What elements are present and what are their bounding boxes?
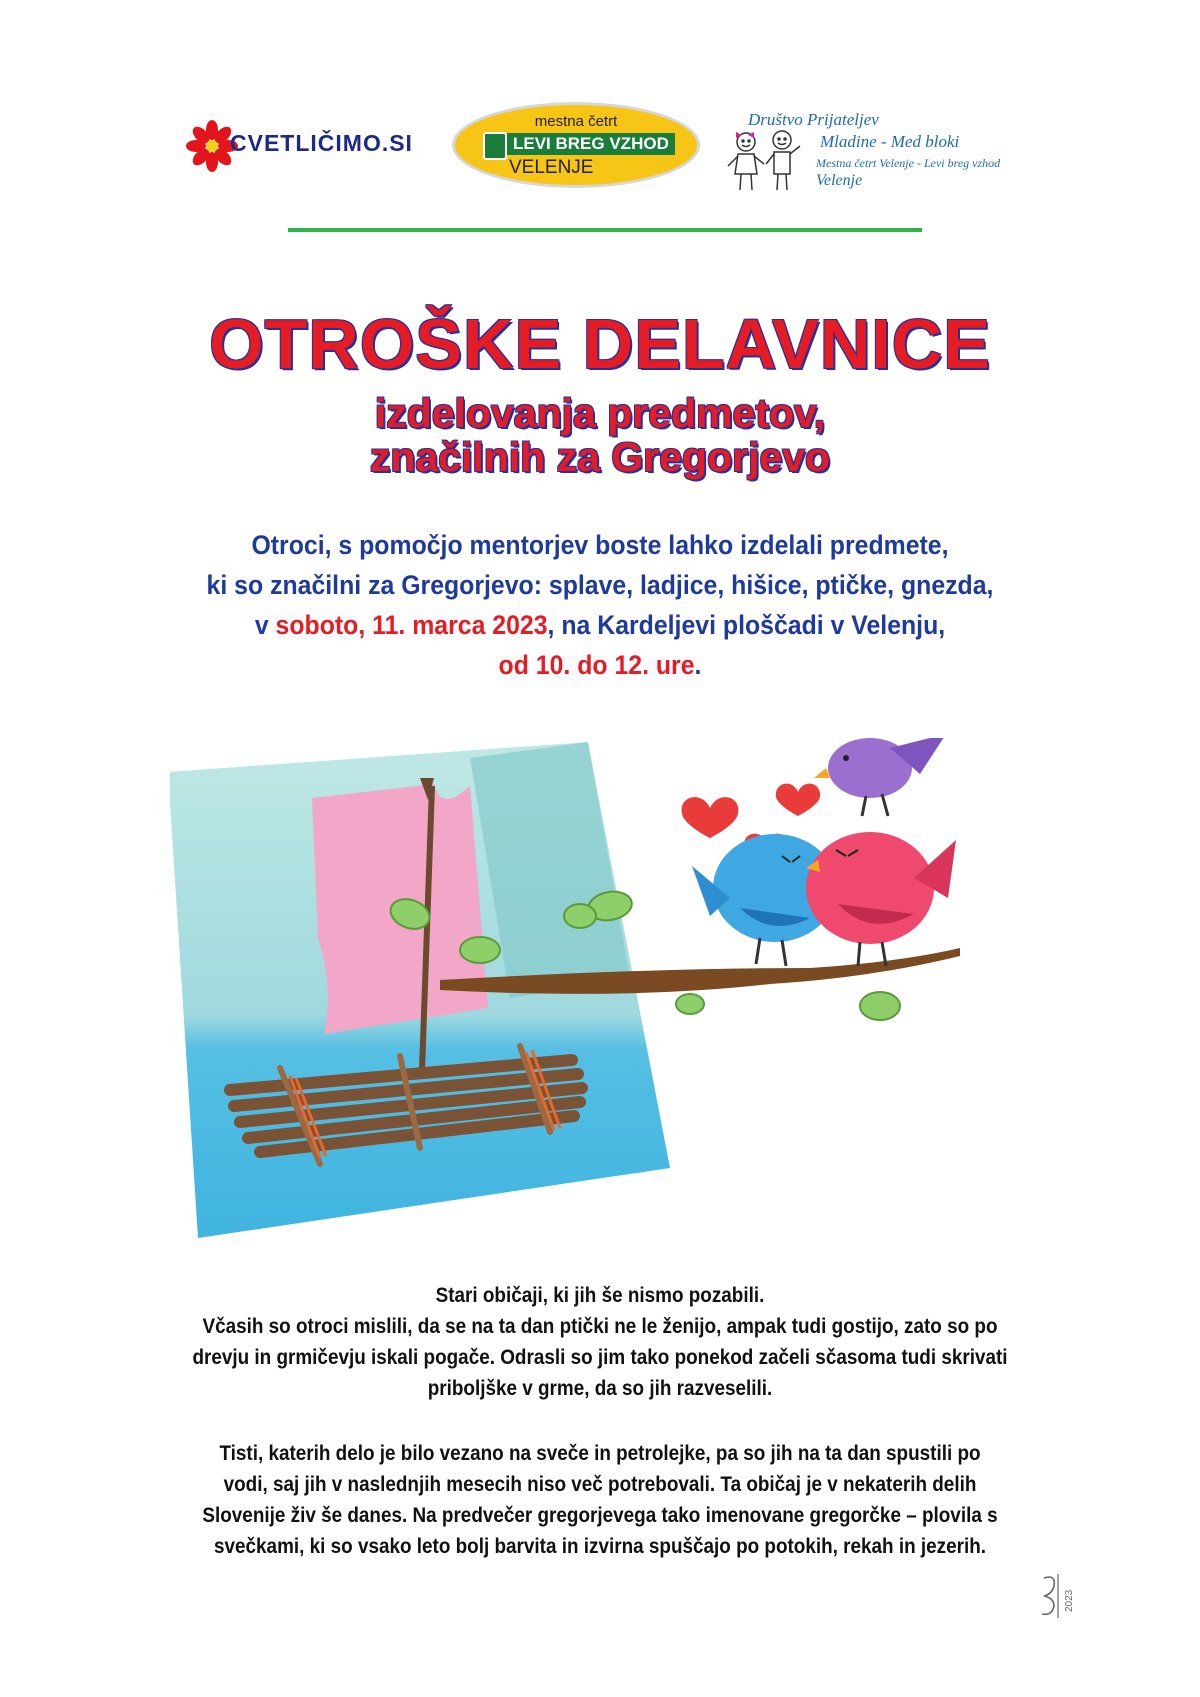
intro-line1: Otroci, s pomočjo mentorjev boste lahko izdelali predmete,: [251, 530, 949, 560]
story-line: Tisti, katerih delo je bilo vezano na sveče in petrolejke, pa so jih na ta dan spustili po: [219, 1442, 981, 1465]
story-line: Včasih so otroci mislili, da se na ta dan ptički ne le ženijo, ampak tudi gostijo, zato so po: [202, 1315, 998, 1338]
header-divider: [288, 228, 922, 232]
purple-bird: [814, 738, 946, 816]
intro-line4: [48, 645, 1152, 685]
intro-line3-prefix: v: [254, 610, 276, 640]
story-line: Slovenije živ še danes. Na predvečer gregorjevega tako imenovane gregorčke – plovila s: [202, 1504, 998, 1527]
subtitle-line1: izdelovanja predmetov,: [374, 390, 826, 436]
drustvo-name-line1: Društvo Prijateljev: [748, 110, 879, 129]
coat-of-arms-icon: [483, 132, 507, 160]
drustvo-name-line4: Velenje: [816, 172, 863, 189]
drustvo-name-line2: Mladine - Med bloki: [820, 132, 960, 151]
story-line: svečkami, ki so vsako leto bolj barvita in izvirna spuščajo po potokih, rekah in jezerih.: [213, 1535, 987, 1558]
event-time: od 10. do 12. ure: [498, 650, 695, 680]
event-intro: [48, 525, 1152, 685]
story-line: vodi, saj jih v naslednjih mesecih niso več potrebovali. Ta običaj je v nekaterih delih: [223, 1473, 977, 1496]
page-title: OTROŠKE DELAVNICE: [209, 305, 991, 383]
event-location: , na Kardeljevi ploščadi v Velenju,: [547, 610, 946, 640]
story-line: Stari običaji, ki jih še nismo pozabili.: [435, 1284, 765, 1307]
signature-mark: [1038, 1572, 1078, 1620]
logo-velenje-text: VELENJE: [509, 157, 594, 178]
subtitle-line2: značilnih za Gregorjevo: [369, 434, 831, 480]
drustvo-name-line3: Mestna četrt Velenje - Levi breg vzhod: [816, 156, 1001, 170]
intro-line4-end: .: [694, 650, 702, 680]
story-line: priboljške v grme, da so jih razveselili.: [427, 1377, 773, 1400]
event-date: soboto, 11. marca 2023: [275, 610, 548, 640]
drustvo-logo: [724, 110, 1054, 194]
intro-line2: ki so značilni za Gregorjevo: splave, ladjice, hišice, ptičke, gnezda,: [206, 570, 994, 600]
story-line: drevju in grmičevju iskali pogače. Odrasli so jim tako ponekod začeli sčasoma tudi skrivati: [192, 1346, 1008, 1369]
kids-drawing-icon: [724, 126, 808, 194]
cvetlicimo-wordmark: CVETLIČIMO.SI: [230, 130, 413, 156]
story-paragraph-1: [60, 1280, 1140, 1404]
cvetlicimo-logo: [186, 120, 426, 176]
pink-bird: [806, 832, 956, 966]
logo-levi-breg-text: LEVI BREG VZHOD: [507, 133, 675, 155]
raft-and-birds-illustration: [170, 738, 1070, 1248]
intro-line3: [48, 605, 1152, 645]
logo-mestna-cetrt-text: mestna četrt: [534, 113, 618, 130]
levi-breg-vzhod-logo: [452, 102, 700, 188]
signature-year: 2023: [1064, 1589, 1075, 1612]
story-paragraph-2: [60, 1438, 1140, 1562]
